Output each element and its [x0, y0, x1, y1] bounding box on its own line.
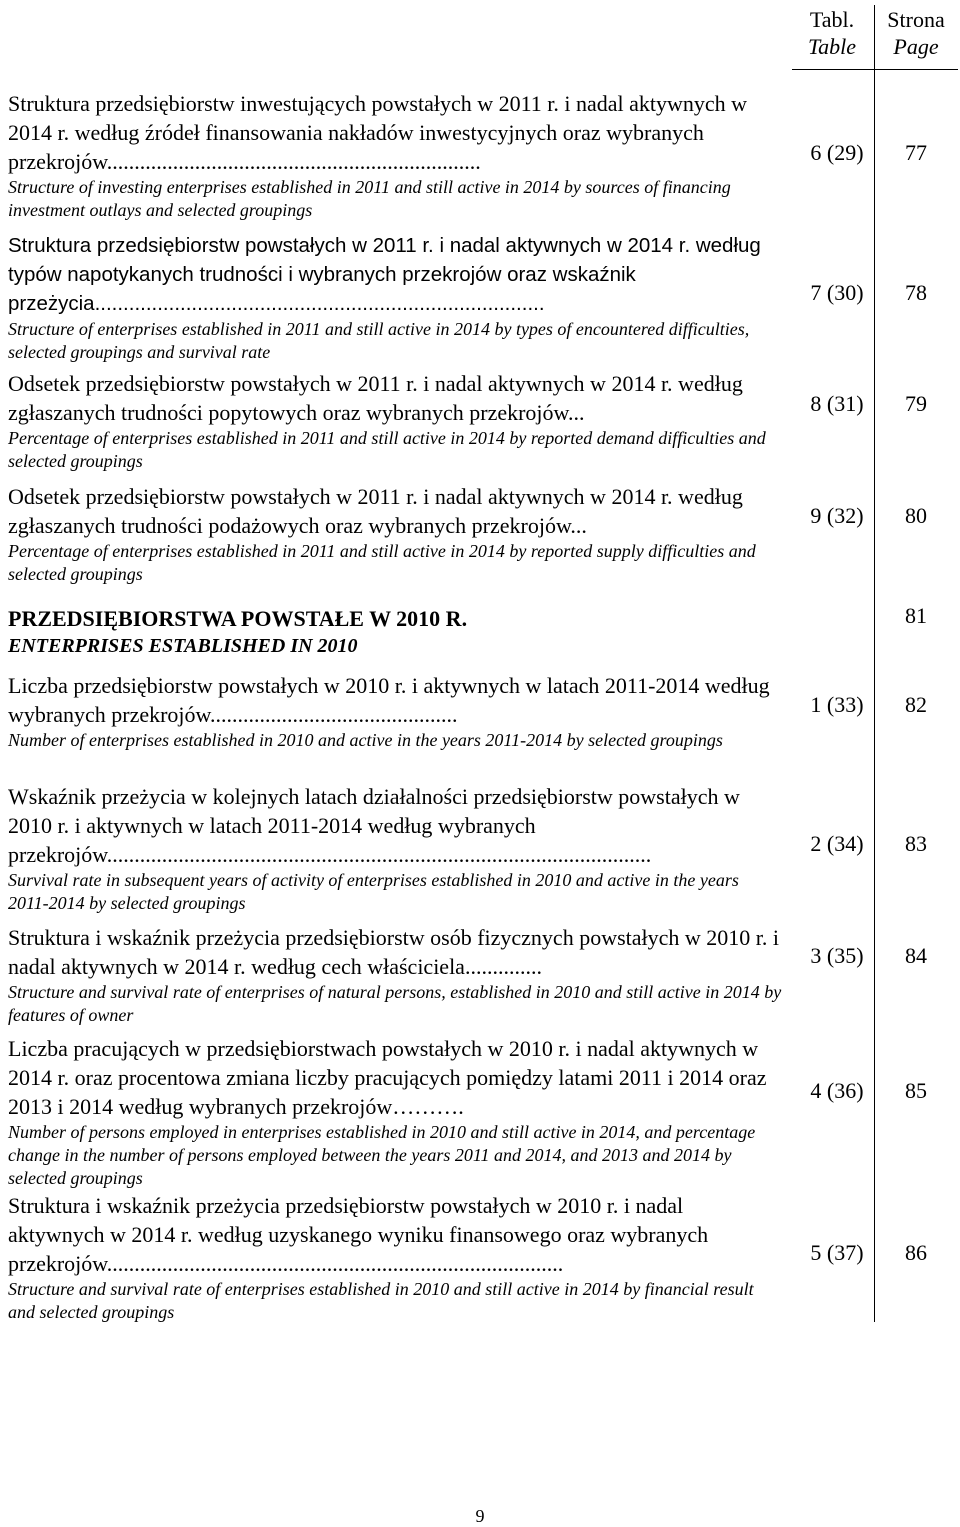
entry-title-en: Number of persons employed in enterprises established in 2010 and still active in 2014, and percentage change in the number of persons employed between the years 2011 and 2014, and 2013 and 2014 by selected groupings	[8, 1122, 756, 1188]
toc-entry[interactable]	[8, 231, 783, 364]
page-number: 9	[475, 1506, 485, 1526]
toc-entry[interactable]	[8, 482, 783, 586]
column-header-table	[792, 6, 872, 60]
entry-title-pl: Struktura przedsiębiorstw powstałych w 2011 r. i nadal aktywnych w 2014 r. według typów napotykanych trudności i wybranych przekrojów oraz wskaźnik przeżycia...............................................................................	[8, 234, 761, 315]
entry-title-pl: Odsetek przedsiębiorstw powstałych w 2011 r. i nadal aktywnych w 2014 r. według zgłaszanych trudności popytowych oraz wybranych przekrojów...	[8, 371, 743, 425]
header-tabl-en: Table	[807, 34, 857, 59]
entry-title-en: Survival rate in subsequent years of activity of enterprises established in 2010 and active in the years 2011-2014 by selected groupings	[8, 870, 739, 913]
entry-title-pl: Wskaźnik przeżycia w kolejnych latach działalności przedsiębiorstw powstałych w 2010 r. i aktywnych w latach 2011-2014 według wybranych przekrojów...................................................................................................	[8, 784, 740, 867]
section-heading	[8, 605, 783, 659]
table-number: 8 (31)	[810, 391, 864, 416]
entry-title-en: Structure and survival rate of enterprises of natural persons, established in 2010 and still active in 2014 by features of owner	[8, 982, 782, 1025]
table-number: 2 (34)	[810, 831, 864, 856]
page-ref: 85	[905, 1078, 927, 1103]
header-tabl-pl: Tabl.	[809, 7, 855, 32]
table-number: 3 (35)	[810, 943, 864, 968]
header-strona-pl: Strona	[887, 7, 945, 32]
entry-title-en: Percentage of enterprises established in 2011 and still active in 2014 by reported demand difficulties and selected groupings	[8, 428, 766, 471]
entry-title-pl: Liczba przedsiębiorstw powstałych w 2010 r. i aktywnych w latach 2011-2014 według wybranych przekrojów.............................................	[8, 673, 770, 727]
entry-title-pl: Struktura przedsiębiorstw inwestujących powstałych w 2011 r. i nadal aktywnych w 2014 r. według źródeł finansowania nakładów inwestycyjnych oraz wybranych przekrojów....................................................................	[8, 91, 748, 174]
column-header-page	[876, 6, 956, 60]
entry-title-pl: Liczba pracujących w przedsiębiorstwach powstałych w 2010 r. i nadal aktywnych w 2014 r. oraz procentowa zmiana liczby pracujących pomiędzy latami 2011 i 2014 oraz 2013 i 2014 według wybranych przekrojów……….	[8, 1036, 767, 1119]
entry-title-pl: Odsetek przedsiębiorstw powstałych w 2011 r. i nadal aktywnych w 2014 r. według zgłaszanych trudności podażowych oraz wybranych przekrojów...	[8, 484, 743, 538]
section-title-en: ENTERPRISES ESTABLISHED IN 2010	[8, 635, 358, 657]
page-ref: 84	[905, 943, 927, 968]
table-number: 6 (29)	[810, 140, 864, 165]
table-number: 4 (36)	[810, 1078, 864, 1103]
header-rule	[792, 69, 958, 70]
toc-entry[interactable]	[8, 89, 783, 222]
table-number: 5 (37)	[810, 1240, 864, 1265]
toc-entry[interactable]	[8, 671, 783, 752]
header-strona-en: Page	[893, 34, 939, 59]
section-title-pl: PRZEDSIĘBIORSTWA POWSTAŁE W 2010 R.	[8, 606, 468, 631]
page-ref: 81	[905, 603, 927, 628]
table-number: 7 (30)	[810, 280, 864, 305]
page-ref: 83	[905, 831, 927, 856]
entry-title-en: Structure of enterprises established in 2011 and still active in 2014 by types of encountered difficulties, selected groupings and survival rate	[8, 319, 750, 362]
table-number: 1 (33)	[810, 692, 864, 717]
entry-title-en: Structure of investing enterprises established in 2011 and still active in 2014 by sources of financing investment outlays and selected groupings	[8, 177, 731, 220]
page-ref: 82	[905, 692, 927, 717]
page-ref: 86	[905, 1240, 927, 1265]
toc-entry[interactable]	[8, 1191, 783, 1324]
entry-title-pl: Struktura i wskaźnik przeżycia przedsiębiorstw powstałych w 2010 r. i nadal aktywnych w 2014 r. według uzyskanego wyniku finansowego oraz wybranych przekrojów...................................................................................	[8, 1193, 709, 1276]
column-divider	[874, 5, 875, 1322]
page-ref: 79	[905, 391, 927, 416]
table-number: 9 (32)	[810, 503, 864, 528]
toc-entry[interactable]	[8, 1034, 783, 1190]
entry-title-en: Structure and survival rate of enterprises established in 2010 and still active in 2014 by financial result and selected groupings	[8, 1279, 754, 1322]
toc-entry[interactable]	[8, 782, 783, 915]
entry-title-en: Number of enterprises established in 2010 and active in the years 2011-2014 by selected groupings	[8, 730, 723, 750]
toc-entry[interactable]	[8, 923, 783, 1027]
page-ref: 80	[905, 503, 927, 528]
page-ref: 77	[905, 140, 927, 165]
entry-title-pl: Struktura i wskaźnik przeżycia przedsiębiorstw osób fizycznych powstałych w 2010 r. i nadal aktywnych w 2014 r. według cech właściciela..............	[8, 925, 780, 979]
page-ref: 78	[905, 280, 927, 305]
entry-title-en: Percentage of enterprises established in 2011 and still active in 2014 by reported supply difficulties and selected groupings	[8, 541, 756, 584]
toc-entry[interactable]	[8, 369, 783, 473]
